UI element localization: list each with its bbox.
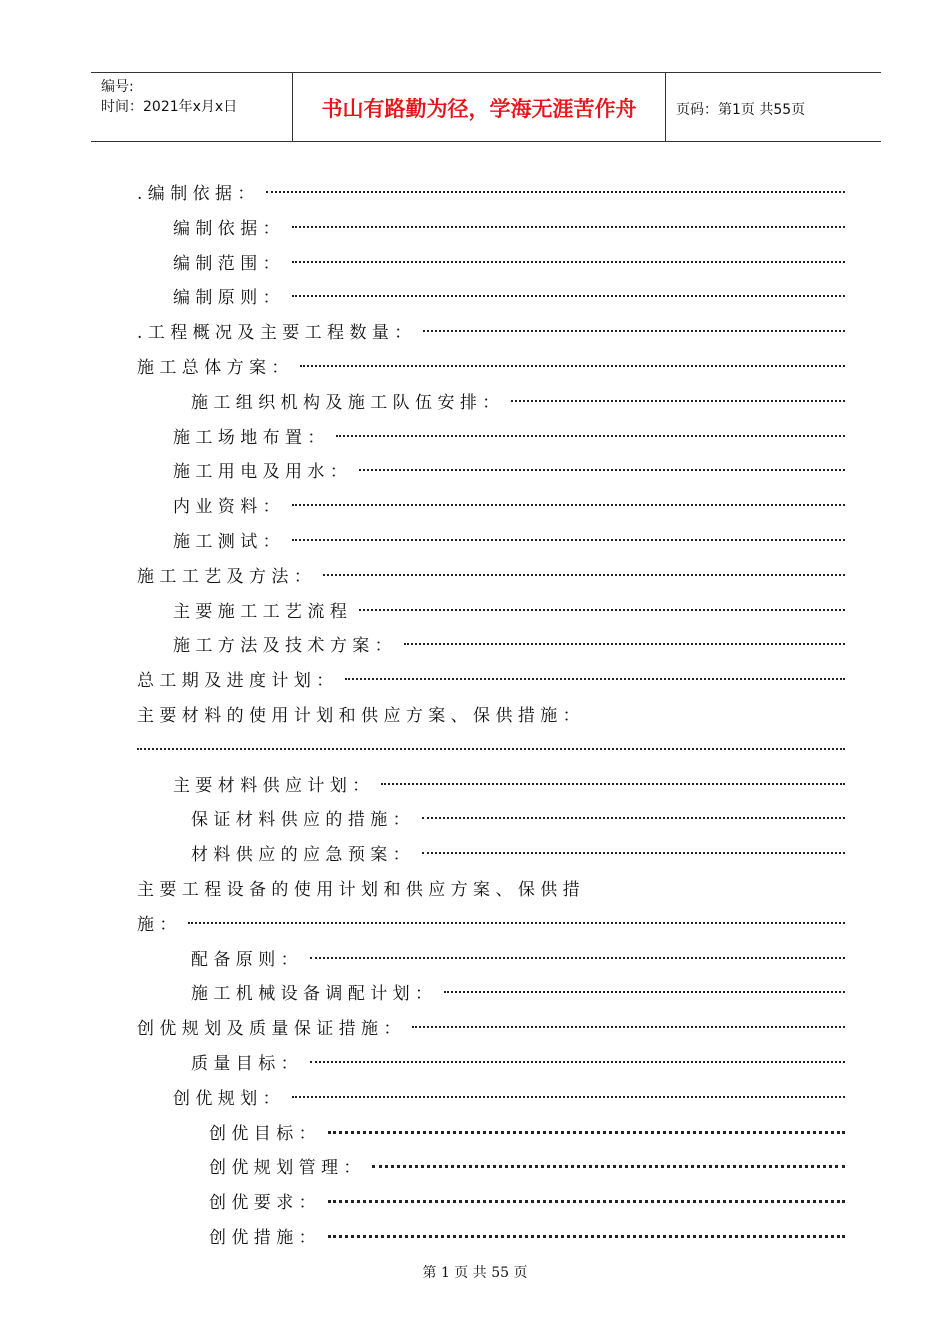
toc-entry-label: 创 优 规 划 ： — [173, 1088, 280, 1109]
toc-dot-leader — [423, 330, 845, 332]
toc-dot-leader — [292, 226, 845, 228]
toc-entry-label: 创 优 目 标 ： — [209, 1123, 316, 1144]
toc-entry — [173, 489, 845, 518]
toc-dot-leader — [137, 748, 845, 750]
toc-entry — [173, 211, 845, 237]
toc-entry — [137, 350, 845, 376]
toc-entry-label: 内 业 资 料 ： — [173, 497, 280, 518]
doc-number-label: 编号: — [101, 79, 134, 95]
toc-entry-label: 创 优 规 划 管 理 ： — [209, 1158, 361, 1179]
toc-entry — [173, 1081, 845, 1107]
toc-dot-leader — [328, 1200, 845, 1203]
toc-entry — [191, 1046, 845, 1072]
header-page-info: 页码：第1页 共55页 — [676, 102, 806, 118]
toc-entry — [191, 802, 845, 831]
toc-entry — [137, 733, 845, 759]
toc-dot-leader — [336, 435, 845, 437]
toc-entry — [137, 663, 845, 692]
toc-entry — [191, 837, 845, 866]
toc-dot-leader — [444, 991, 845, 993]
toc-entry-label: 创 优 要 求 ： — [209, 1193, 316, 1214]
toc-entry — [209, 1116, 845, 1142]
toc-entry-label: 主 要 施 工 工 艺 流 程 — [173, 601, 347, 622]
toc-entry — [137, 315, 845, 344]
page-footer: 第 1 页 共 55 页 — [422, 1265, 528, 1281]
toc-dot-leader — [359, 609, 845, 611]
toc-entry-label: 主 要 材 料 的 使 用 计 划 和 供 应 方 案 、 保 供 措 施 ： — [137, 706, 580, 726]
toc-entry-label: 主 要 工 程 设 备 的 使 用 计 划 和 供 应 方 案 、 保 供 措 — [137, 880, 580, 900]
toc-entry-label: 保 证 材 料 供 应 的 措 施 ： — [191, 810, 410, 831]
toc-dot-leader — [345, 678, 845, 680]
toc-dot-leader — [422, 817, 845, 819]
toc-entry-label: 施 工 总 体 方 案 ： — [137, 358, 289, 378]
toc-entry-label: 施 工 组 织 机 构 及 施 工 队 伍 安 排 ： — [191, 392, 500, 413]
toc-entry-label: 创 优 规 划 及 质 量 保 证 措 施 ： — [137, 1019, 401, 1040]
toc-dot-leader — [412, 1026, 845, 1028]
toc-dot-leader — [292, 1096, 845, 1098]
toc-entry — [137, 872, 845, 898]
toc-dot-leader — [381, 783, 845, 785]
toc-entry — [191, 976, 845, 1005]
toc-entry — [209, 1220, 845, 1246]
toc-entry-label: 总 工 期 及 进 度 计 划 ： — [137, 671, 334, 692]
toc-dot-leader — [292, 295, 845, 297]
toc-dot-leader — [372, 1165, 845, 1168]
toc-entry-label: . 编 制 依 据 ： — [137, 184, 255, 204]
toc-dot-leader — [404, 643, 845, 645]
toc-entry-label: 主 要 材 料 供 应 计 划 ： — [173, 775, 370, 796]
toc-entry — [173, 768, 845, 794]
toc-entry — [137, 559, 845, 585]
toc-dot-leader — [422, 852, 845, 854]
toc-entry — [173, 628, 845, 657]
toc-dot-leader — [292, 504, 845, 506]
toc-entry — [191, 942, 845, 968]
toc-dot-leader — [292, 261, 845, 263]
toc-entry — [173, 594, 845, 620]
toc-entry — [173, 420, 845, 446]
toc-entry-label: 施 ： — [137, 914, 177, 935]
toc-dot-leader — [300, 365, 845, 367]
toc-entry-label: 施 工 用 电 及 用 水 ： — [173, 462, 347, 483]
toc-entry-label: 施 工 场 地 布 置 ： — [173, 427, 325, 448]
toc-entry — [137, 907, 845, 933]
toc-dot-leader — [328, 1235, 845, 1238]
toc-entry-label: 材 料 供 应 的 应 急 预 案 ： — [191, 845, 410, 866]
time-line: 时间：2021年x月x日 — [101, 99, 238, 115]
toc-entry-label: 施 工 工 艺 及 方 法 ： — [137, 566, 311, 587]
toc-entry — [137, 698, 845, 724]
toc-dot-leader — [323, 574, 845, 576]
toc-entry-label: 配 备 原 则 ： — [191, 949, 298, 970]
toc-entry-label: 编 制 依 据 ： — [173, 218, 280, 239]
toc-dot-leader — [188, 922, 845, 924]
toc-dot-leader — [310, 1061, 845, 1063]
toc-entry — [173, 524, 845, 550]
toc-dot-leader — [359, 469, 845, 471]
toc-entry — [173, 280, 845, 309]
toc-entry — [173, 454, 845, 483]
toc-dot-leader — [292, 539, 845, 541]
toc-entry — [173, 246, 845, 272]
toc-entry — [209, 1150, 845, 1179]
toc-entry — [137, 1011, 845, 1040]
toc-entry-label: 编 制 范 围 ： — [173, 253, 280, 274]
toc-entry — [137, 176, 845, 202]
toc-entry-label: . 工 程 概 况 及 主 要 工 程 数 量 ： — [137, 323, 412, 344]
toc-entry-label: 施 工 机 械 设 备 调 配 计 划 ： — [191, 984, 433, 1005]
toc-dot-leader — [328, 1131, 845, 1134]
toc-entry-label: 编 制 原 则 ： — [173, 288, 280, 309]
toc-dot-leader — [511, 400, 845, 402]
toc-entry-label: 施 工 测 试 ： — [173, 532, 280, 552]
toc-dot-leader — [310, 957, 845, 959]
toc-entry-label: 质 量 目 标 ： — [191, 1054, 298, 1074]
header-slogan: 书山有路勤为径，学海无涯苦作舟 — [321, 96, 637, 121]
toc-dot-leader — [266, 191, 845, 193]
toc-entry — [191, 385, 845, 411]
toc-entry — [209, 1185, 845, 1214]
toc-entry-label: 施 工 方 法 及 技 术 方 案 ： — [173, 636, 392, 657]
toc-entry-label: 创 优 措 施 ： — [209, 1228, 316, 1248]
